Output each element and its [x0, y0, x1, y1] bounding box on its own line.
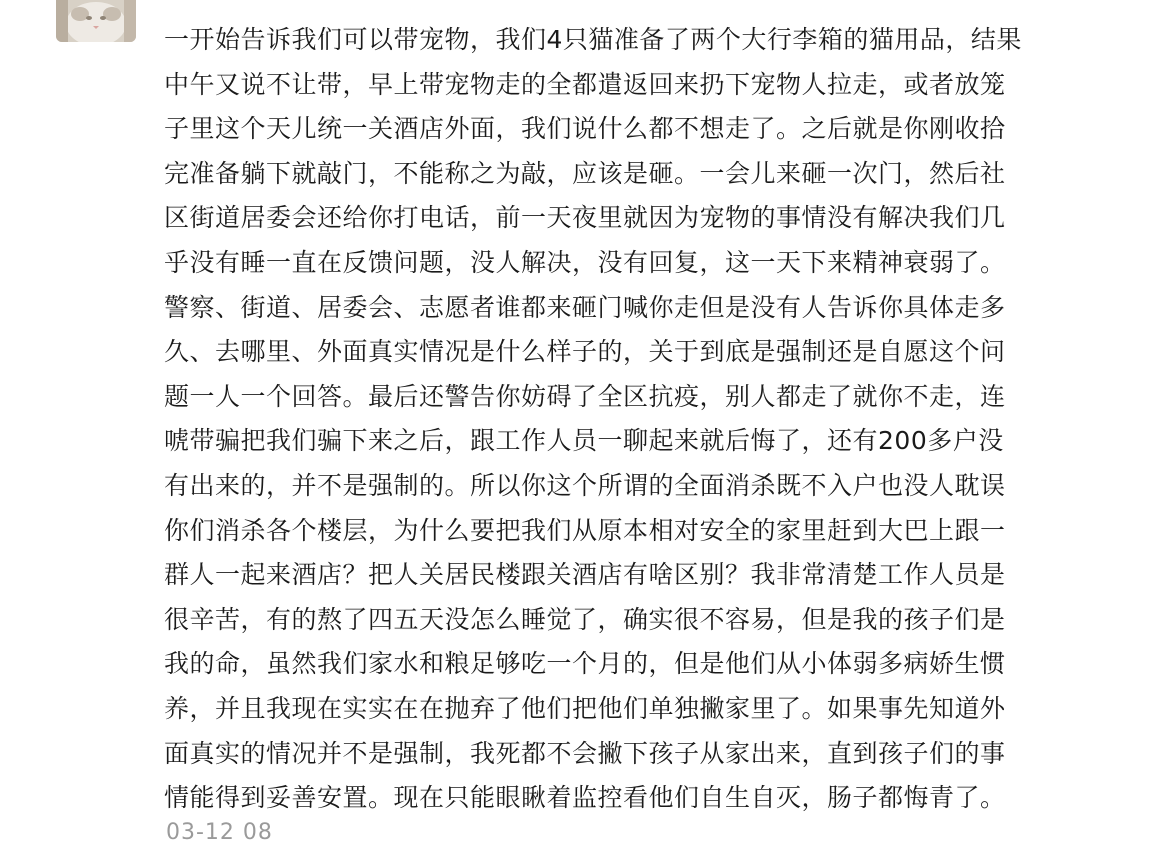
comment-body: [164, 18, 1124, 821]
comment-body-line-6: 乎没有睡一直在反馈问题，没人解决，没有回复，这一天下来精神衰弱了。: [164, 247, 1006, 277]
comment-body-line-15: 我的命，虽然我们家水和粮足够吃一个月的，但是他们从小体弱多病娇生惯: [164, 649, 1006, 679]
post-timestamp: 03-12 08: [166, 820, 273, 845]
cat-avatar-icon: [56, 0, 136, 42]
comment-body-line-3: 子里这个天儿统一关酒店外面，我们说什么都不想走了。之后就是你刚收拾: [164, 114, 1006, 144]
comment-body-line-2: 中午又说不让带，早上带宠物走的全都遣返回来扔下宠物人拉走，或者放笼: [164, 69, 1006, 99]
comment-body-line-8: 久、去哪里、外面真实情况是什么样子的，关于到底是强制还是自愿这个问: [164, 337, 1006, 367]
comment-body-line-9: 题一人一个回答。最后还警告你妨碍了全区抗疫，别人都走了就你不走，连: [164, 381, 1006, 411]
comment-body-line-11: 有出来的，并不是强制的。所以你这个所谓的全面消杀既不入户也没人耽误: [164, 470, 1006, 500]
comment-body-line-18: 情能得到妥善安置。现在只能眼瞅着监控看他们自生自灭，肠子都悔青了。: [164, 783, 1006, 813]
comment-body-line-5: 区街道居委会还给你打电话，前一天夜里就因为宠物的事情没有解决我们几: [164, 203, 1006, 233]
comment-body-line-17: 面真实的情况并不是强制，我死都不会撇下孩子从家出来，直到孩子们的事: [164, 738, 1006, 768]
comment-body-line-14: 很辛苦，有的熬了四五天没怎么睡觉了，确实很不容易，但是我的孩子们是: [164, 604, 1006, 634]
comment-body-line-16: 养，并且我现在实实在在抛弃了他们把他们单独撇家里了。如果事先知道外: [164, 693, 1006, 723]
comment-body-line-12: 你们消杀各个楼层，为什么要把我们从原本相对安全的家里赶到大巴上跟一: [164, 515, 1006, 545]
comment-body-line-13: 群人一起来酒店？把人关居民楼跟关酒店有啥区别？我非常清楚工作人员是: [164, 560, 1006, 590]
comment-body-line-1: 一开始告诉我们可以带宠物，我们4只猫准备了两个大行李箱的猫用品，结果: [164, 25, 1022, 54]
avatar[interactable]: [56, 0, 136, 42]
comment-body-line-7: 警察、街道、居委会、志愿者谁都来砸门喊你走但是没有人告诉你具体走多: [164, 292, 1006, 322]
comment-body-line-10: 唬带骗把我们骗下来之后，跟工作人员一聊起来就后悔了，还有200多户没: [164, 426, 1004, 456]
comment-body-line-4: 完准备躺下就敲门，不能称之为敲，应该是砸。一会儿来砸一次门，然后社: [164, 158, 1006, 188]
